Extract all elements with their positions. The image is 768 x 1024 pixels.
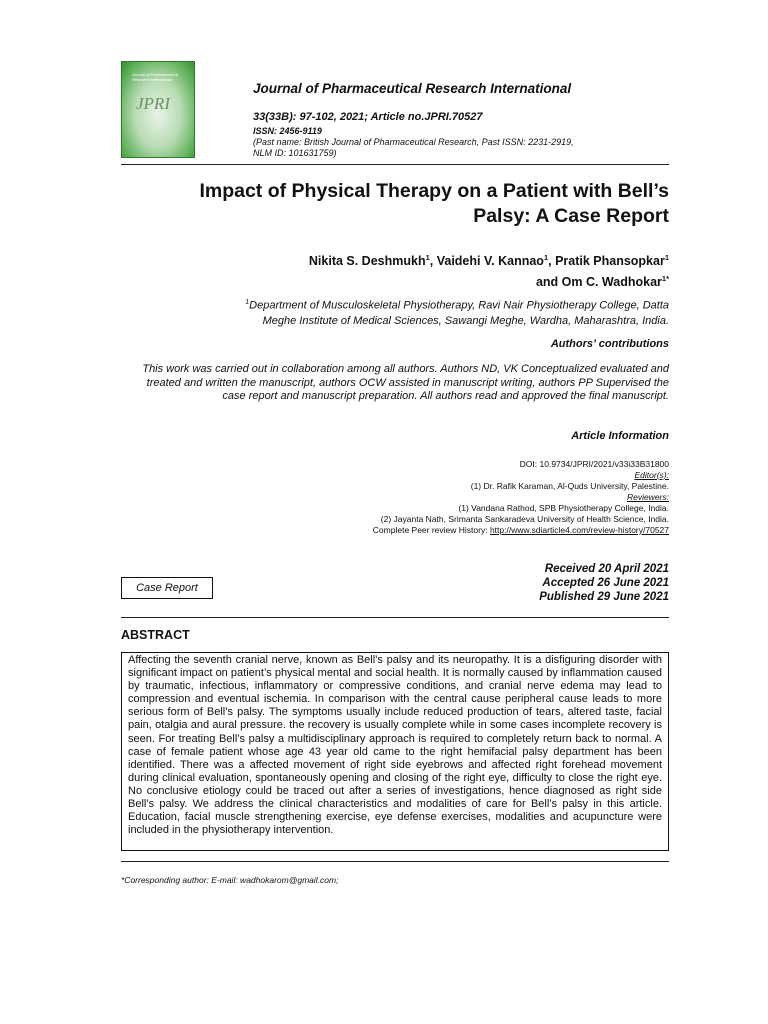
author-affiliation-mark: 1*	[661, 274, 669, 284]
affiliation	[149, 295, 669, 329]
published-date: Published 29 June 2021	[539, 591, 669, 603]
article-type-badge: Case Report	[121, 577, 213, 599]
issn: ISSN: 2456-9119	[253, 126, 322, 136]
received-date: Received 20 April 2021	[544, 563, 669, 575]
past-name: (Past name: British Journal of Pharmaceutical Research, Past ISSN: 2231-2919,	[253, 137, 574, 147]
reviewers-label: Reviewers:	[626, 492, 669, 502]
contributions-heading: Authors’ contributions	[550, 338, 669, 350]
contributions-text: This work was carried out in collaboration among all authors. Authors ND, VK Conceptualized evaluated and treated and written the manuscript, authors OCW assisted in manuscript writing, authors PP Supervised the case report and manuscript preparation. All authors read and approved the final manuscript.	[142, 363, 669, 402]
title-line-1: Impact of Physical Therapy on a Patient with Bell’s	[199, 180, 669, 202]
peer-review-link[interactable]: http://www.sdiarticle4.com/review-history/70527	[489, 525, 669, 535]
peer-review-label: Complete Peer review History:	[372, 525, 490, 535]
nlm-id: NLM ID: 101631759)	[253, 148, 337, 158]
author-list: Nikita S. Deshmukh$^1$, Vaidehi V. Kannao$^1$, Pratik Phansopkar$^1$ and Om C. Wadhokar$^{1*}$	[308, 253, 669, 290]
editors-label: Editor(s):	[634, 470, 669, 480]
author-affiliation-mark: 1	[543, 253, 549, 262]
citation-line: 33(33B): 97-102, 2021; Article no.JPRI.70527	[253, 111, 483, 123]
author-affiliation-mark: 1	[664, 253, 669, 262]
article-info-heading: Article Information	[571, 430, 669, 442]
editor-entry: (1) Dr. Rafik Karaman, Al-Quds University, Palestine.	[470, 481, 669, 491]
abstract-heading: ABSTRACT	[121, 628, 190, 642]
cover-title: Journal of Pharmaceutical Research International	[132, 72, 179, 82]
author-name: and Om C. Wadhokar	[535, 275, 662, 290]
author-name: Nikita S. Deshmukh	[308, 254, 426, 269]
reviewer-entry: (1) Vandana Rathod, SPB Physiotherapy College, India.	[458, 503, 669, 513]
article-dates	[539, 562, 669, 604]
accepted-date: Accepted 26 June 2021	[542, 577, 669, 589]
footnote-divider	[121, 861, 669, 862]
abstract-divider	[121, 617, 669, 618]
affiliation-line-2: Meghe Institute of Medical Sciences, Sawangi Meghe, Wardha, Maharashtra, India.	[262, 314, 669, 327]
affiliation-line-1: Department of Musculoskeletal Physiotherapy, Ravi Nair Physiotherapy College, Datta	[249, 299, 669, 312]
author-name: Vaidehi V. Kannao	[436, 254, 544, 269]
paper-title	[109, 179, 669, 229]
doi: DOI: 10.9734/JPRI/2021/v33i33B31800	[519, 459, 669, 469]
article-info	[269, 459, 669, 536]
author-affiliation-mark: 1	[425, 253, 430, 262]
journal-cover-image	[121, 61, 195, 158]
title-line-2: Palsy: A Case Report	[473, 205, 669, 227]
header-divider	[121, 164, 669, 165]
corresponding-author: *Corresponding author: E-mail: wadhokarom@gmail.com;	[121, 875, 339, 885]
cover-logo: JPRI	[136, 94, 170, 113]
abstract-text: Affecting the seventh cranial nerve, known as Bell’s palsy and its neuropathy. It is a disfiguring disorder with significant impact on patient’s physical mental and social health. It is normally caused by inflammation caused by traumatic, infectious, inflammatory or compressive conditions, and cranial nerve edema may lead to compression and eventual ischemia. In comparison with the central cause peripheral cause leads to more serious form of Bell’s palsy. The symptoms usually include reduced production of tears, altered taste, facial pain, otalgia and aural pressure. the recovery is usually complete while in some cases incomplete recovery is seen. For treating Bell’s palsy a multidisciplinary approach is required to completely return back to normal. A case of female patient whose age 43 year old came to the right hemifacial palsy department has been identified. There was a affected movement of right side eyebrows and affected right forehead movement during clinical evaluation, spontaneously opening and closing of the right eye, difficulty to close the right eye. No conclusive etiology could be traced out after a series of investigations, hence diagnosed as right side Bell’s palsy. We address the clinical characteristics and modalities of care for Bell’s palsy in this article. Education, facial muscle strengthening exercise, eye defense exercises, modalities and acupuncture were included in the physiotherapy intervention.	[121, 652, 669, 851]
journal-name: Journal of Pharmaceutical Research International	[253, 81, 572, 96]
reviewer-entry: (2) Jayanta Nath, Srimanta Sankaradeva University of Health Science, India.	[380, 514, 669, 524]
affiliation-mark: 1	[245, 299, 250, 306]
author-name: Pratik Phansopkar	[555, 254, 665, 269]
